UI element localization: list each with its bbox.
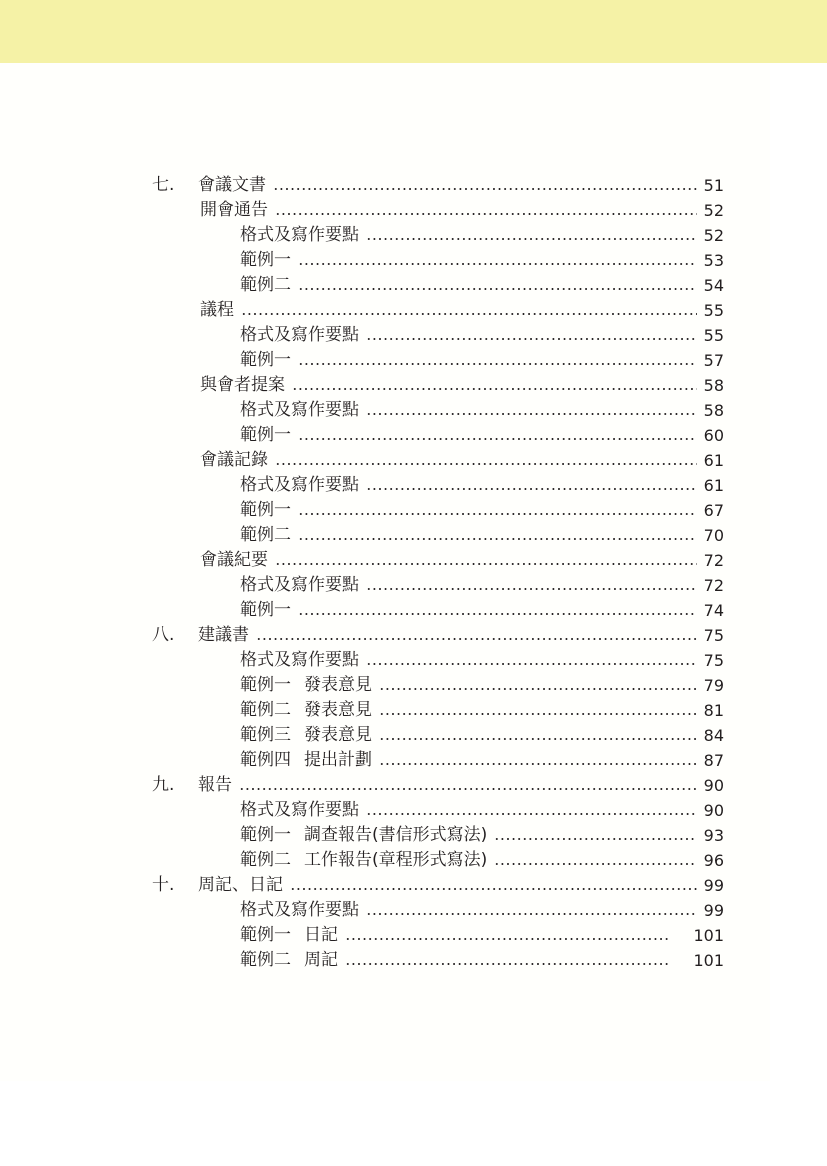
toc-entry-subtitle: 發表意見 [304, 725, 372, 745]
page-number: 101 [693, 951, 724, 970]
toc-entry-label: 範例二 [240, 950, 291, 970]
dot-leader [298, 423, 697, 448]
toc-entry[interactable] [152, 723, 724, 748]
page-number: 67 [703, 501, 724, 520]
dot-leader [292, 373, 697, 398]
dot-leader [273, 173, 697, 198]
toc-entry[interactable] [152, 823, 724, 848]
toc-entry-label: 格式及寫作要點 [240, 800, 359, 820]
dot-leader [275, 548, 697, 573]
page-number: 61 [703, 451, 724, 470]
toc-entry-subtitle: 提出計劃 [304, 750, 372, 770]
toc-entry[interactable] [152, 473, 724, 498]
toc-entry-label: 議程 [200, 300, 234, 320]
page-number: 58 [703, 401, 724, 420]
header-band [0, 0, 827, 63]
toc-entry[interactable] [152, 498, 724, 523]
toc-entry-label: 範例一 [240, 825, 291, 845]
toc-entry-label: 範例一 [240, 425, 291, 445]
page-number: 99 [703, 876, 724, 895]
dot-leader [366, 898, 697, 923]
page-number: 54 [703, 276, 724, 295]
toc-entry-label: 格式及寫作要點 [240, 650, 359, 670]
toc-entry[interactable] [152, 523, 724, 548]
toc-entry-label: 範例三 [240, 725, 291, 745]
dot-leader [256, 623, 697, 648]
toc-entry[interactable] [152, 273, 724, 298]
toc-entry-label: 範例四 [240, 750, 291, 770]
dot-leader [366, 223, 697, 248]
toc-entry[interactable] [152, 623, 724, 648]
chapter-number: 九. [152, 775, 175, 795]
chapter-number: 十. [152, 875, 175, 895]
dot-leader [366, 473, 697, 498]
chapter-number: 七. [152, 175, 175, 195]
toc-entry-label: 與會者提案 [200, 375, 285, 395]
page-number: 79 [703, 676, 724, 695]
toc-entry-subtitle: 周記 [304, 950, 338, 970]
dot-leader [298, 598, 697, 623]
dot-leader [366, 323, 697, 348]
dot-leader [298, 498, 697, 523]
toc-entry[interactable] [152, 598, 724, 623]
dot-leader [494, 823, 697, 848]
dot-leader [275, 198, 697, 223]
toc-entry[interactable] [152, 873, 724, 898]
toc-entry-label: 格式及寫作要點 [240, 400, 359, 420]
dot-leader [379, 748, 697, 773]
toc-entry[interactable] [152, 173, 724, 198]
dot-leader [379, 673, 697, 698]
toc-entry-label: 開會通告 [200, 200, 268, 220]
toc-entry-label: 會議紀要 [200, 550, 268, 570]
page-number: 87 [703, 751, 724, 770]
toc-entry[interactable] [152, 373, 724, 398]
dot-leader [241, 298, 697, 323]
page-number: 61 [703, 476, 724, 495]
table-of-contents [152, 173, 724, 973]
page-number: 72 [703, 576, 724, 595]
dot-leader [239, 773, 697, 798]
page-number: 74 [703, 601, 724, 620]
toc-entry-label: 範例二 [240, 850, 291, 870]
toc-entry-label: 範例一 [240, 350, 291, 370]
chapter-number: 八. [152, 625, 175, 645]
page-number: 60 [703, 426, 724, 445]
toc-entry[interactable] [152, 198, 724, 223]
page-number: 52 [703, 201, 724, 220]
page-number: 53 [703, 251, 724, 270]
dot-leader [366, 573, 697, 598]
toc-entry-label: 周記、日記 [198, 875, 283, 895]
toc-entry-label: 格式及寫作要點 [240, 225, 359, 245]
page-number: 51 [703, 176, 724, 195]
dot-leader [298, 348, 697, 373]
toc-entry-subtitle: 調查報告(書信形式寫法) [304, 825, 488, 845]
page-number: 75 [703, 626, 724, 645]
toc-entry[interactable] [152, 348, 724, 373]
toc-entry[interactable] [152, 948, 724, 973]
toc-entry[interactable] [152, 398, 724, 423]
dot-leader [345, 948, 669, 973]
dot-leader [275, 448, 697, 473]
page-number: 57 [703, 351, 724, 370]
toc-entry-subtitle: 發表意見 [304, 675, 372, 695]
dot-leader [345, 923, 669, 948]
dot-leader [494, 848, 697, 873]
page-number: 75 [703, 651, 724, 670]
toc-entry-subtitle: 發表意見 [304, 700, 372, 720]
dot-leader [366, 798, 697, 823]
page-number: 55 [703, 326, 724, 345]
toc-entry-label: 格式及寫作要點 [240, 475, 359, 495]
toc-entry-label: 範例一 [240, 250, 291, 270]
page-number: 72 [703, 551, 724, 570]
toc-entry[interactable] [152, 748, 724, 773]
toc-entry[interactable] [152, 648, 724, 673]
toc-entry[interactable] [152, 773, 724, 798]
page-number: 101 [693, 926, 724, 945]
page-number: 96 [703, 851, 724, 870]
dot-leader [379, 723, 697, 748]
toc-entry-label: 會議文書 [198, 175, 266, 195]
dot-leader [366, 648, 697, 673]
dot-leader [298, 248, 697, 273]
page-number: 70 [703, 526, 724, 545]
page-number: 52 [703, 226, 724, 245]
toc-entry-label: 格式及寫作要點 [240, 575, 359, 595]
toc-entry-label: 範例二 [240, 275, 291, 295]
toc-entry-label: 報告 [198, 775, 232, 795]
page-number: 93 [703, 826, 724, 845]
toc-entry-label: 格式及寫作要點 [240, 325, 359, 345]
page-number: 84 [703, 726, 724, 745]
dot-leader [298, 523, 697, 548]
toc-entry-subtitle: 日記 [304, 925, 338, 945]
toc-entry[interactable] [152, 323, 724, 348]
toc-entry-label: 範例一 [240, 500, 291, 520]
toc-entry-label: 範例一 [240, 925, 291, 945]
dot-leader [290, 873, 697, 898]
toc-entry-label: 範例二 [240, 700, 291, 720]
toc-entry[interactable] [152, 698, 724, 723]
dot-leader [379, 698, 697, 723]
toc-entry-label: 格式及寫作要點 [240, 900, 359, 920]
toc-entry[interactable] [152, 223, 724, 248]
toc-entry-label: 範例一 [240, 600, 291, 620]
page-number: 81 [703, 701, 724, 720]
toc-entry[interactable] [152, 248, 724, 273]
toc-entry[interactable] [152, 898, 724, 923]
toc-entry[interactable] [152, 798, 724, 823]
toc-entry-subtitle: 工作報告(章程形式寫法) [304, 850, 488, 870]
toc-entry[interactable] [152, 673, 724, 698]
toc-entry-label: 範例一 [240, 675, 291, 695]
toc-entry-label: 建議書 [198, 625, 249, 645]
toc-entry-label: 範例二 [240, 525, 291, 545]
dot-leader [298, 273, 697, 298]
toc-entry-label: 會議記錄 [200, 450, 268, 470]
toc-entry[interactable] [152, 923, 724, 948]
toc-entry[interactable] [152, 448, 724, 473]
toc-entry[interactable] [152, 573, 724, 598]
dot-leader [366, 398, 697, 423]
page-number: 99 [703, 901, 724, 920]
page-number: 58 [703, 376, 724, 395]
toc-entry[interactable] [152, 548, 724, 573]
toc-entry[interactable] [152, 423, 724, 448]
toc-entry[interactable] [152, 298, 724, 323]
page-number: 90 [703, 776, 724, 795]
toc-entry[interactable] [152, 848, 724, 873]
page-number: 55 [703, 301, 724, 320]
page-number: 90 [703, 801, 724, 820]
